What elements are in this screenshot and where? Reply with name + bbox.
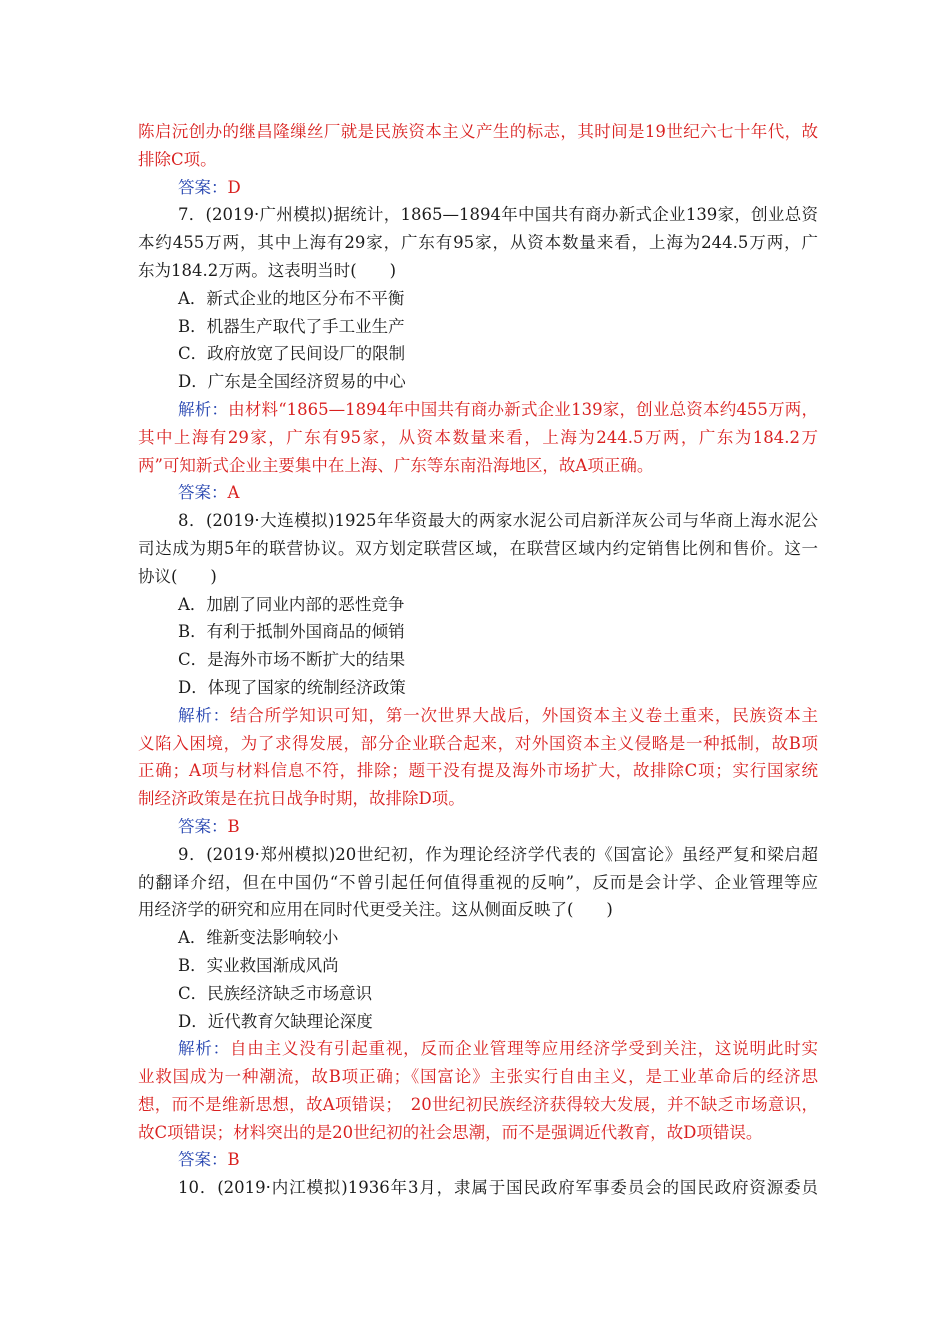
option-a: A．加剧了同业内部的恶性竞争: [178, 594, 405, 614]
answer-value: D: [227, 177, 241, 197]
question-9: [138, 841, 818, 1175]
question-stem-line: 司达成为期5年的联营协议。双方划定联营区域，在联营区域内约定销售比例和售价。这一: [138, 538, 818, 558]
option-a: A．新式企业的地区分布不平衡: [178, 288, 405, 308]
answer-label: 答案：: [178, 816, 228, 836]
answer-value: B: [227, 1150, 240, 1170]
analysis-text-line: 其中上海有29家，广东有95家，从资本数量来看，上海为244.5万两，广东为184.2万: [138, 427, 818, 447]
document-page: [138, 118, 818, 1202]
analysis-text: 由材料“1865—1894年中国共有商办新式企业139家，创业总资本约455万两，: [228, 399, 818, 419]
answer-label: 答案：: [178, 483, 228, 503]
analysis-text-line: 想，而不是维新思想，故A项错误； 20世纪初民族经济获得较大发展，并不缺乏市场意识，: [138, 1094, 818, 1114]
analysis-line: [138, 702, 818, 730]
answer-label: 答案：: [178, 1150, 228, 1170]
analysis-text-line: 制经济政策是在抗日战争时期，故排除D项。: [138, 789, 465, 809]
option-d: D．近代教育欠缺理论深度: [178, 1011, 373, 1031]
option-b: B．有利于抵制外国商品的倾销: [178, 622, 405, 642]
question-stem-line: 10．(2019·内江模拟)1936年3月，隶属于国民政府军事委员会的国民政府资源委员: [178, 1178, 818, 1198]
option-a: A．维新变法影响较小: [178, 928, 339, 948]
answer-line: [138, 813, 818, 841]
analysis-text-line: 故C项错误；材料突出的是20世纪初的社会思潮，而不是强调近代教育，故D项错误。: [138, 1122, 763, 1142]
option-c: C．政府放宽了民间设厂的限制: [178, 344, 406, 364]
analysis-line: [138, 1035, 818, 1063]
option-c: C．是海外市场不断扩大的结果: [178, 650, 406, 670]
analysis-label: 解析：: [178, 705, 230, 725]
analysis-text-line: 排除C项。: [138, 149, 217, 169]
analysis-text-line: 义陷入困境，为了求得发展，部分企业联合起来，对外国资本主义侵略是一种抵制，故B项: [138, 733, 818, 753]
question-7: [138, 201, 818, 507]
question-stem-line: 用经济学的研究和应用在同时代更受关注。这从侧面反映了( ): [138, 900, 613, 920]
analysis-line: [138, 396, 818, 424]
question-stem-line: 协议( ): [138, 566, 217, 586]
question-stem-line: 本约455万两，其中上海有29家，广东有95家，从资本数量来看，上海为244.5万两，广: [138, 233, 818, 253]
question-stem-line: 的翻译介绍，但在中国仍“不曾引起任何值得重视的反响”，反而是会计学、企业管理等应: [138, 872, 818, 892]
option-d: D．广东是全国经济贸易的中心: [178, 372, 406, 392]
option-d: D．体现了国家的统制经济政策: [178, 677, 406, 697]
option-c: C．民族经济缺乏市场意识: [178, 983, 373, 1003]
analysis-text-line: 两”可知新式企业主要集中在上海、广东等东南沿海地区，故A项正确。: [138, 455, 654, 475]
analysis-text-line: 正确；A项与材料信息不符，排除；题干没有提及海外市场扩大，故排除C项；实行国家统: [138, 761, 818, 781]
answer-value: B: [227, 816, 240, 836]
question-stem-line: 9．(2019·郑州模拟)20世纪初，作为理论经济学代表的《国富论》虽经严复和梁启超: [178, 844, 818, 864]
analysis-text: 自由主义没有引起重视，反而企业管理等应用经济学受到关注，这说明此时实: [229, 1039, 819, 1059]
question-8: [138, 507, 818, 841]
answer-label: 答案：: [178, 177, 228, 197]
question-stem-line: 东为184.2万两。这表明当时( ): [138, 260, 397, 280]
analysis-label: 解析：: [178, 399, 229, 419]
option-b: B．实业救国渐成风尚: [178, 955, 339, 975]
answer-value: A: [227, 483, 240, 503]
analysis-text-line: 业救国成为一种潮流，故B项正确；《国富论》主张实行自由主义，是工业革命后的经济思: [138, 1067, 818, 1087]
answer-line: [138, 174, 818, 202]
analysis-text-line: 陈启沅创办的继昌隆缫丝厂就是民族资本主义产生的标志，其时间是19世纪六七十年代，故: [138, 122, 818, 141]
analysis-text: 结合所学知识可知，第一次世界大战后，外国资本主义卷土重来，民族资本主: [229, 705, 819, 725]
answer-line: [138, 479, 818, 507]
analysis-label: 解析：: [178, 1039, 230, 1059]
option-b: B．机器生产取代了手工业生产: [178, 316, 405, 336]
question-stem-line: 8．(2019·大连模拟)1925年华资最大的两家水泥公司启新洋灰公司与华商上海水泥公: [178, 511, 818, 531]
answer-line: [138, 1146, 818, 1174]
question-stem-line: 7．(2019·广州模拟)据统计，1865—1894年中国共有商办新式企业139家，创业总资: [178, 205, 818, 225]
